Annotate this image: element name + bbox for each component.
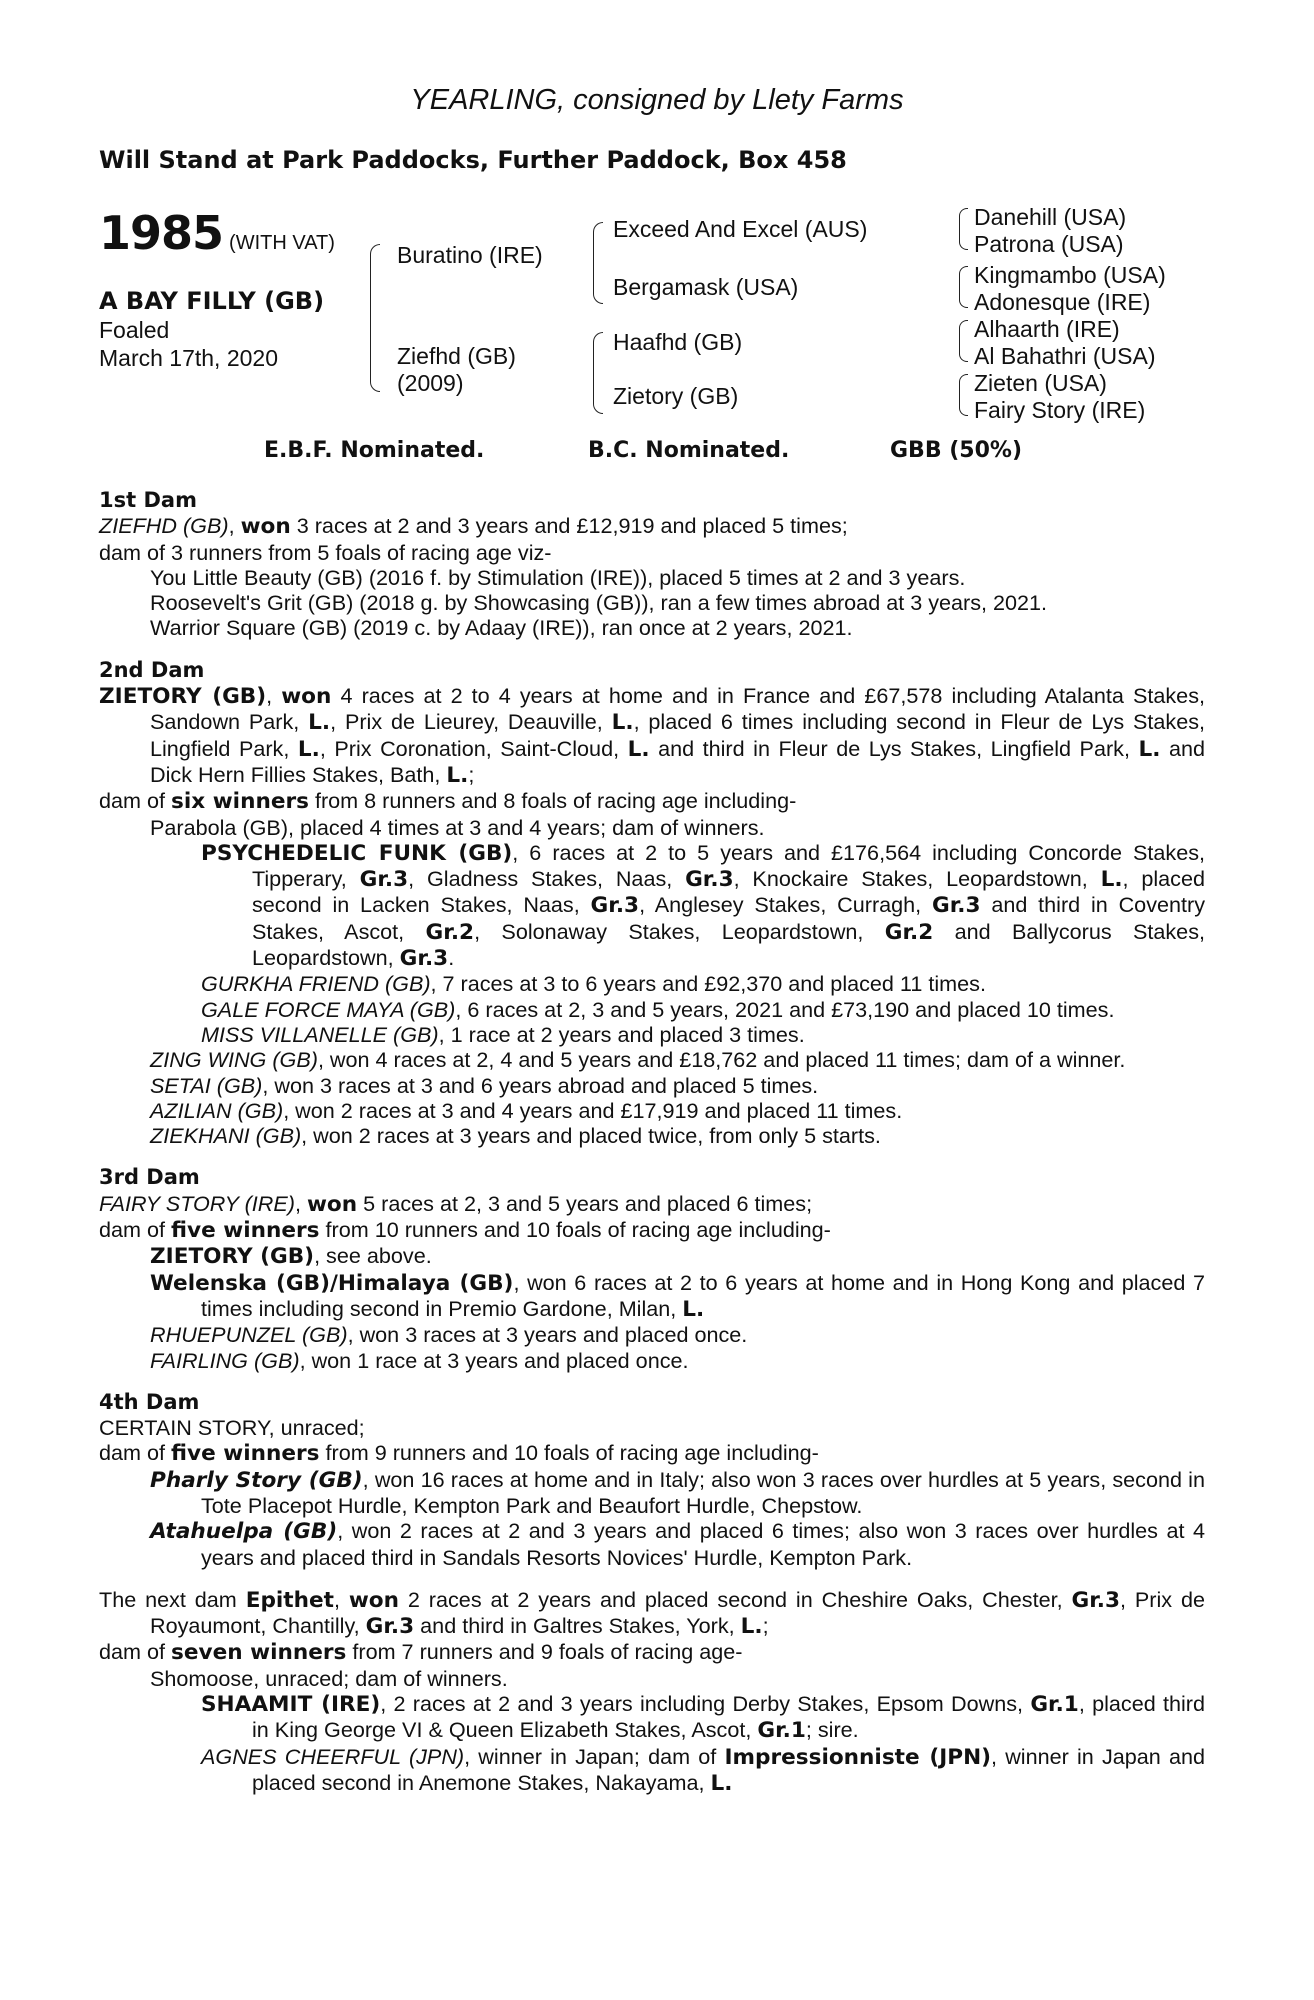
ancestor-3: Kingmambo (USA) (974, 262, 1166, 288)
fourth-dam-foal-2: Atahuelpa (GB), won 2 races at 2 and 3 years and placed 6 times; also won 3 races over hurdles at 4 years and placed third in Sandals Resorts Novices' Hurdle, Kempton Park. (150, 1518, 1206, 1570)
ancestor-7: Zieten (USA) (974, 370, 1107, 396)
dam-year: (2009) (397, 370, 464, 396)
foaled-label: Foaled (99, 317, 170, 343)
second-dam-foal-6: ZING WING (GB), won 4 races at 2, 4 and 5 years and £18,762 and placed 11 times; dam of a winner. (150, 1047, 1126, 1073)
second-dam-foal-7: SETAI (GB), won 3 races at 3 and 6 years abroad and placed 5 times. (150, 1072, 819, 1098)
ancestor-2: Patrona (USA) (974, 231, 1124, 257)
second-dam-intro: ZIETORY (GB), won 4 races at 2 to 4 years at home and in France and £67,578 including Atalanta Stakes, Sandown Park, L., Prix de Lieurey, Deauville, L., placed 6 times including second in Fleur de Lys Stakes, Lingfield Park, L., Prix Coronation, Saint-Cloud, L. and third in Fleur de Lys Stakes, Lingfield Park, L. and Dick Hern Fillies Stakes, Bath, L.; (99, 683, 1206, 788)
third-dam-foal-4: FAIRLING (GB), won 1 race at 3 years and placed once. (150, 1347, 689, 1373)
third-dam-foal-1: ZIETORY (GB), see above. (150, 1243, 432, 1270)
sire-sire: Exceed And Excel (AUS) (613, 216, 868, 242)
next-dam-foal-2: SHAAMIT (IRE), 2 races at 2 and 3 years including Derby Stakes, Epsom Downs, Gr.1, placed third in King George VI & Queen Elizabeth Stakes, Ascot, Gr.1; sire. (201, 1691, 1205, 1744)
ancestor-5: Alhaarth (IRE) (974, 316, 1120, 342)
third-dam-intro: FAIRY STORY (IRE), won 5 races at 2, 3 and 5 years and placed 6 times; (99, 1190, 813, 1217)
fourth-dam-summary: dam of five winners from 9 runners and 10 foals of racing age including- (99, 1440, 819, 1467)
bc-nomination: B.C. Nominated. (588, 438, 790, 463)
gbb-note: GBB (50%) (890, 438, 1023, 463)
third-dam-foal-2: Welenska (GB)/Himalaya (GB), won 6 races at 2 to 6 years at home and in Hong Kong and placed 7 times including second in Premio Gardone, Milan, L. (150, 1269, 1205, 1322)
dam-sire: Haafhd (GB) (613, 329, 743, 355)
ancestor-6: Al Bahathri (USA) (974, 343, 1156, 369)
pedigree-brace-dam (593, 332, 603, 414)
second-dam-foal-5: MISS VILLANELLE (GB), 1 race at 2 years and placed 3 times. (201, 1021, 805, 1047)
sire-name: Buratino (IRE) (397, 242, 543, 268)
fourth-dam-foal-1: Pharly Story (GB), won 16 races at home and in Italy; also won 3 races over hurdles at 5 years, second in Tote Placepot Hurdle, Kempton Park and Beaufort Hurdle, Chepstow. (150, 1466, 1205, 1518)
second-dam-heading: 2nd Dam (99, 657, 205, 682)
ebf-nomination: E.B.F. Nominated. (264, 438, 485, 463)
horse-description: A BAY FILLY (GB) (99, 287, 325, 315)
first-dam-foal-3: Warrior Square (GB) (2019 c. by Adaay (IRE)), ran once at 2 years, 2021. (150, 615, 853, 641)
stand-location: Will Stand at Park Paddocks, Further Paddock, Box 458 (99, 146, 847, 174)
pedigree-brace-main (370, 244, 380, 392)
third-dam-summary: dam of five winners from 10 runners and 10 foals of racing age including- (99, 1217, 831, 1244)
first-dam-foal-1: You Little Beauty (GB) (2016 f. by Stimulation (IRE)), placed 5 times at 2 and 3 years. (150, 564, 966, 590)
foaled-date: March 17th, 2020 (99, 345, 279, 371)
vat-note: (WITH VAT) (229, 232, 335, 254)
first-dam-summary: dam of 3 runners from 5 foals of racing age viz- (99, 539, 552, 565)
fourth-dam-heading: 4th Dam (99, 1389, 200, 1414)
second-dam-foal-1: Parabola (GB), placed 4 times at 3 and 4 years; dam of winners. (150, 814, 765, 840)
foaled-block (99, 316, 278, 372)
dam-name: Ziefhd (GB) (397, 343, 516, 369)
lot-number-line (99, 206, 335, 260)
pedigree-brace-sire (593, 222, 603, 304)
second-dam-summary: dam of six winners from 8 runners and 8 foals of racing age including- (99, 788, 797, 815)
second-dam-foal-9: ZIEKHANI (GB), won 2 races at 3 years and placed twice, from only 5 starts. (150, 1123, 881, 1149)
fourth-dam-intro: CERTAIN STORY, unraced; (99, 1415, 365, 1441)
next-dam-intro: The next dam Epithet, won 2 races at 2 years and placed second in Cheshire Oaks, Chester, Gr.3, Prix de Royaumont, Chantilly, Gr.3 and third in Galtres Stakes, York, L.; (99, 1586, 1205, 1640)
first-dam-intro: ZIEFHD (GB), won 3 races at 2 and 3 years and £12,919 and placed 5 times; (99, 513, 848, 540)
ancestor-1: Danehill (USA) (974, 204, 1127, 230)
lot-number: 1985 (99, 206, 224, 260)
consignor-line: YEARLING, consigned by Llety Farms (410, 84, 904, 116)
next-dam-foal-3: AGNES CHEERFUL (JPN), winner in Japan; dam of Impressionniste (JPN), winner in Japan and placed second in Anemone Stakes, Nakayama, L. (201, 1743, 1205, 1796)
second-dam-foal-4: GALE FORCE MAYA (GB), 6 races at 2, 3 and 5 years, 2021 and £73,190 and placed 10 times. (201, 996, 1115, 1022)
pedigree-brace-g56 (959, 320, 968, 362)
second-dam-foal-2: PSYCHEDELIC FUNK (GB), 6 races at 2 to 5 years and £176,564 including Concorde Stakes, Tipperary, Gr.3, Gladness Stakes, Naas, Gr.3, Knockaire Stakes, Leopardstown, L., placed second in Lacken Stakes, Naas, Gr.3, Anglesey Stakes, Curragh, Gr.3 and third in Coventry Stakes, Ascot, Gr.2, Solonaway Stakes, Leopardstown, Gr.2 and Ballycorus Stakes, Leopardstown, Gr.3. (201, 839, 1205, 972)
dam-dam: Zietory (GB) (613, 383, 739, 409)
first-dam-heading: 1st Dam (99, 488, 197, 512)
pedigree-brace-g34 (959, 266, 968, 308)
pedigree-brace-g78 (959, 374, 968, 416)
second-dam-foal-3: GURKHA FRIEND (GB), 7 races at 3 to 6 years and £92,370 and placed 11 times. (201, 971, 986, 997)
third-dam-foal-3: RHUEPUNZEL (GB), won 3 races at 3 years and placed once. (150, 1322, 748, 1348)
next-dam-foal-1: Shomoose, unraced; dam of winners. (150, 1665, 508, 1691)
second-dam-foal-8: AZILIAN (GB), won 2 races at 3 and 4 years and £17,919 and placed 11 times. (150, 1097, 903, 1123)
first-dam-foal-2: Roosevelt's Grit (GB) (2018 g. by Showcasing (GB)), ran a few times abroad at 3 years, 2021. (150, 590, 1048, 616)
pedigree-brace-g12 (959, 208, 968, 250)
third-dam-heading: 3rd Dam (99, 1165, 200, 1190)
ancestor-4: Adonesque (IRE) (974, 289, 1151, 315)
sire-dam: Bergamask (USA) (613, 274, 799, 300)
next-dam-summary: dam of seven winners from 7 runners and 9 foals of racing age- (99, 1639, 743, 1666)
ancestor-8: Fairy Story (IRE) (974, 397, 1146, 423)
produce-record (99, 488, 1205, 1796)
